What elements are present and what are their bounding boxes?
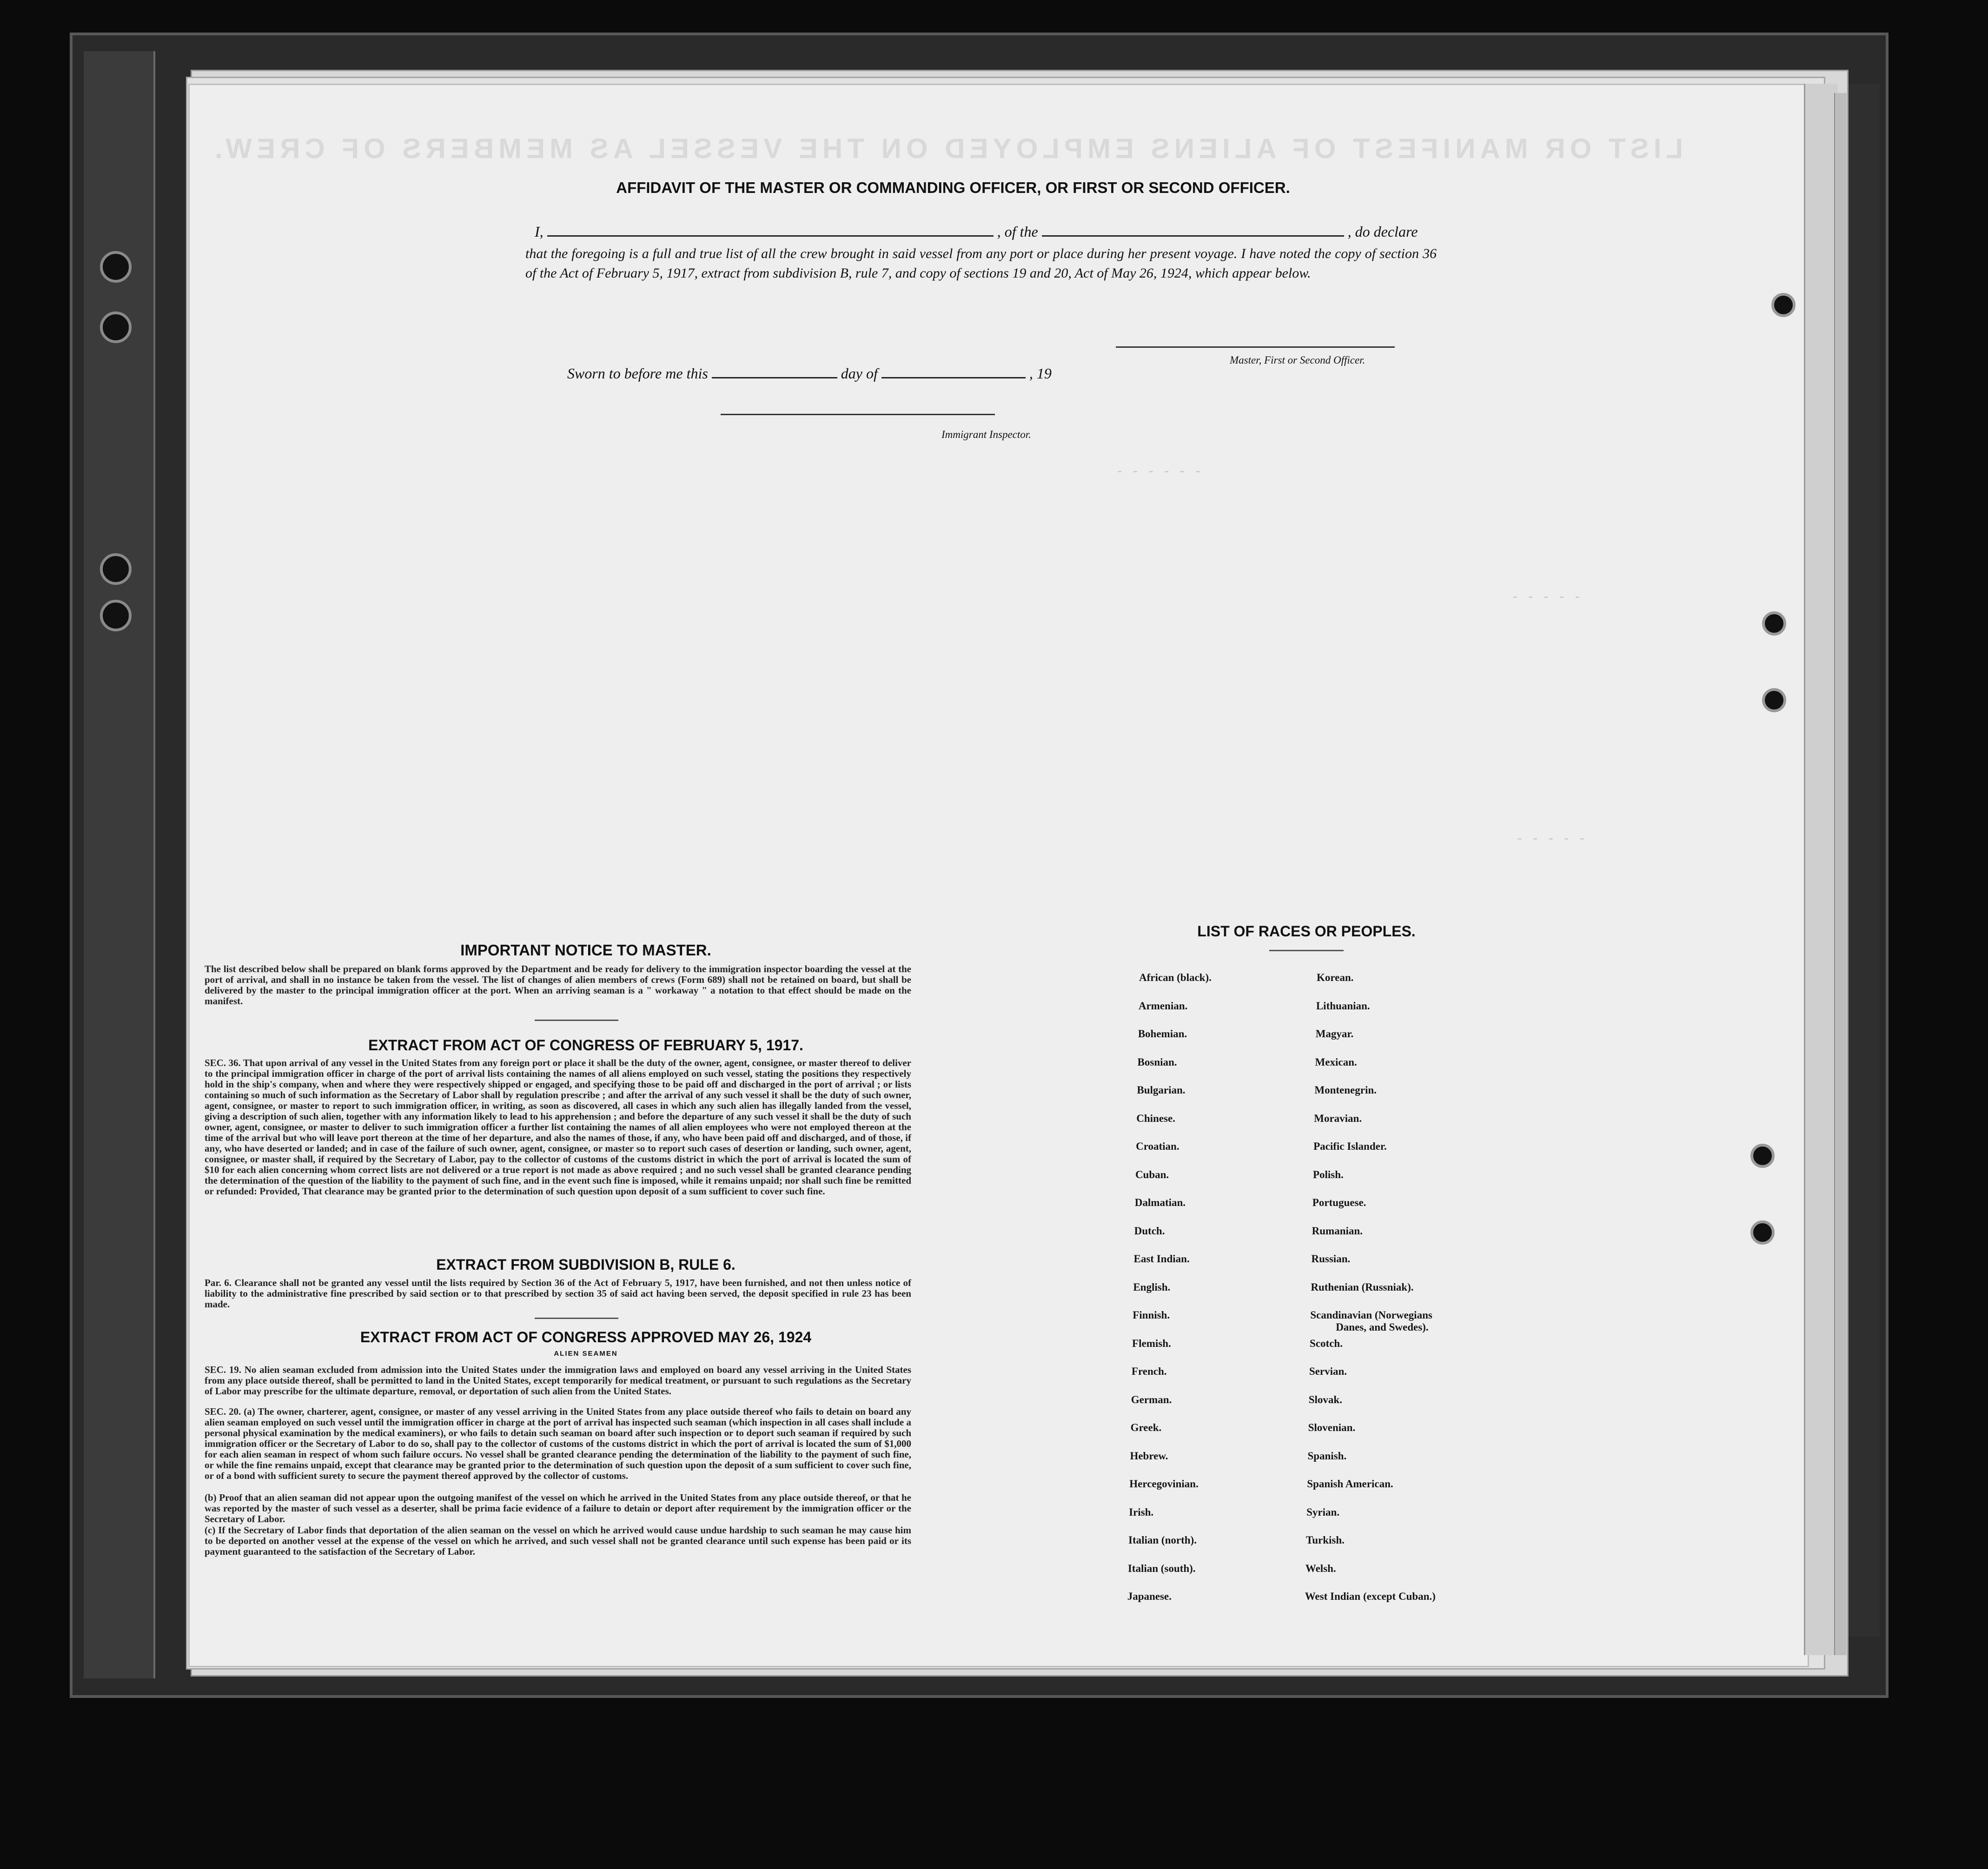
page-hole-icon xyxy=(1762,611,1786,636)
race-item: Hercegovinian. xyxy=(1129,1478,1199,1490)
sworn-month-field[interactable] xyxy=(881,377,1026,378)
extract-1917-title: EXTRACT FROM ACT OF CONGRESS OF FEBRUARY 5, 1917. xyxy=(368,1037,803,1054)
master-signature-line[interactable] xyxy=(1116,346,1395,348)
race-item: Turkish. xyxy=(1306,1534,1345,1546)
race-item: Cuban. xyxy=(1135,1168,1169,1180)
race-item: Dutch. xyxy=(1134,1225,1165,1237)
vessel-field[interactable] xyxy=(1042,235,1344,237)
race-item: Italian (south). xyxy=(1127,1562,1196,1574)
extract-1924-sec20b: (b) Proof that an alien seaman did not appear upon the outgoing manifest of the vessel on which he arrived in the United States from any place outside thereof, or that he was reported by the master of such vessel as a deserter, shall be prima facie evidence of a failure to detain or deport after requirement by the immigration officer or the Secretary of Labor. xyxy=(205,1492,911,1524)
extract-rule6-title: EXTRACT FROM SUBDIVISION B, RULE 6. xyxy=(436,1256,736,1273)
race-item: Pacific Islander. xyxy=(1313,1140,1387,1152)
race-item: Chinese. xyxy=(1136,1112,1175,1124)
binder-strip xyxy=(84,51,155,1678)
race-item: Syrian. xyxy=(1306,1506,1340,1518)
day-of-label: day of xyxy=(841,365,878,382)
race-item: Moravian. xyxy=(1314,1112,1362,1124)
race-item: Hebrew. xyxy=(1130,1450,1168,1462)
race-item: Slovak. xyxy=(1308,1393,1342,1405)
race-item: Bosnian. xyxy=(1137,1056,1177,1068)
i-label: I, xyxy=(535,223,543,240)
race-item: Italian (north). xyxy=(1128,1534,1197,1546)
sworn-label: Sworn to before me this xyxy=(567,365,708,382)
race-item: Irish. xyxy=(1129,1506,1154,1518)
race-item: Scotch. xyxy=(1310,1337,1343,1349)
page-hole-icon xyxy=(1771,293,1796,317)
extract-1924-subtitle: ALIEN SEAMEN xyxy=(554,1350,618,1358)
binder-hole-icon xyxy=(100,553,132,585)
race-item: Scandinavian (Norwegians Danes, and Swedes). xyxy=(1310,1309,1432,1333)
sworn-line xyxy=(567,365,1052,382)
race-item: Finnish. xyxy=(1133,1309,1170,1321)
of-the-label: , of the xyxy=(997,223,1038,240)
page-edge xyxy=(1804,84,1838,1655)
race-item: Portuguese. xyxy=(1312,1197,1366,1208)
extract-rule6-body: Par. 6. Clearance shall not be granted any vessel until the lists required by Section 36 of the Act of February 5, 1917, have been furnished, and not then unless notice of liability to the administrative fine prescribed by said section or to that prescribed by section 35 of said act having been served, the deposit specified in rule 23 has been made. xyxy=(205,1277,911,1310)
inspector-signature-line[interactable] xyxy=(721,414,995,415)
race-item: Croatian. xyxy=(1136,1140,1180,1152)
affidavit-title: AFFIDAVIT OF THE MASTER OR COMMANDING OFFICER, OR FIRST OR SECOND OFFICER. xyxy=(616,179,1290,196)
bleedthrough-header: LIST OR MANIFEST OF ALIENS EMPLOYED ON THE VESSEL AS MEMBERS OF CREW. xyxy=(210,133,1683,164)
race-item: Spanish American. xyxy=(1307,1478,1393,1490)
race-item: German. xyxy=(1131,1393,1172,1405)
race-item: Rumanian. xyxy=(1312,1225,1363,1237)
divider xyxy=(535,1318,618,1319)
notice-body: The list described below shall be prepared on blank forms approved by the Department and be ready for delivery to the immigration inspector boarding the vessel at the port of arrival, and shall in no instance be taken from the vessel. The list of changes of alien members of crews (Form 689) shall not be retained on board, but shall be delivered by the master to the principal immigration officer at the port. When an arriving seaman is a " workaway " a notation to that effect should be made on the manifest. xyxy=(205,963,911,1007)
race-item: East Indian. xyxy=(1133,1253,1190,1265)
race-item: Magyar. xyxy=(1315,1028,1354,1040)
race-item: French. xyxy=(1131,1365,1167,1377)
race-item: Mexican. xyxy=(1315,1056,1357,1068)
year-label: , 19 xyxy=(1029,365,1052,382)
page-hole-icon xyxy=(1762,688,1786,712)
race-item: English. xyxy=(1133,1281,1171,1293)
races-title: LIST OF RACES OR PEOPLES. xyxy=(1197,923,1416,940)
binder-hole-icon xyxy=(100,312,132,343)
race-item: Spanish. xyxy=(1307,1450,1347,1462)
race-item: Welsh. xyxy=(1305,1562,1336,1574)
page-hole-icon xyxy=(1750,1144,1775,1168)
race-item: Lithuanian. xyxy=(1316,1000,1370,1012)
race-item: Slovenian. xyxy=(1308,1422,1356,1433)
race-item: Russian. xyxy=(1311,1253,1351,1265)
affidavit-body: that the foregoing is a full and true list of all the crew brought in said vessel from any port or place during her present voyage. I have noted the copy of section 36 of the Act of February 5, 1917, extract from subdivision B, rule 7, and copy of sections 19 and 20, Act of May 26, 1924, which appear below. xyxy=(525,246,1437,281)
master-signature-label: Master, First or Second Officer. xyxy=(1230,354,1365,366)
race-item: African (black). xyxy=(1139,972,1212,983)
binder-hole-icon xyxy=(100,251,132,283)
sworn-day-field[interactable] xyxy=(712,377,837,378)
extract-1917-body: SEC. 36. That upon arrival of any vessel in the United States from any foreign port or place it shall be the duty of the owner, agent, consignee, or master thereof to deliver to the principal immigration officer in charge of the port of arrival lists containing the names of all aliens employed on such vessel, stating the positions they respectively hold in the ship's company, when and where they were respectively shipped or engaged, and specifying those to be paid off and discharged in the port of arrival ; or lists containing so much of such information as the Secretary of Labor shall by regulation prescribe ; and after the arrival of any such vessel it shall be the duty of such owner, agent, consignee, or master to report to such immigration officer, in writing, as soon as discovered, all cases in which any such alien has illegally landed from the vessel, giving a description of such alien, together with any information likely to lead to his apprehension ; and before the departure of any such vessel it shall be the duty of such owner, agent, consignee, or master to deliver to such immigration officer a further list containing the names of all alien employees who were not employed thereon at the time of the arrival but who will leave port thereon at the time of her departure, and also the names of those, if any, who have been paid off and discharged, and of those, if any, who have deserted or landed; and in case of the failure of such owner, agent, consignee, or master so to report such cases of desertion or landing, such owner, agent, consignee, or master shall, if required by the Secretary of Labor, pay to the collector of customs of the customs district in which the port of arrival is located the sum of $10 for each alien concerning whom correct lists are not delivered or a true report is not made as above required ; and no such vessel shall be granted clearance pending the determination of the question of the liability to the payment of such fine, and in the event such fine is imposed, while it remains unpaid; nor shall such fine be remitted or refunded: Provided, That clearance may be granted prior to the determination of such question upon deposit of a sum sufficient to cover such fine. xyxy=(205,1057,911,1197)
race-item: Ruthenian (Russniak). xyxy=(1311,1281,1414,1293)
race-item: Bulgarian. xyxy=(1137,1084,1186,1096)
extract-1924-sec19: SEC. 19. No alien seaman excluded from admission into the United States under the immigration laws and employed on board any vessel arriving in the United States from any place outside thereof, shall be permitted to land in the United States, except temporarily for medical treatment, or pursuant to such regulations as the Secretary of Labor may prescribe for the ultimate departure, removal, or deportation of such alien from the United States. xyxy=(205,1364,911,1397)
affidavit-declaration-line xyxy=(535,223,1418,240)
divider xyxy=(535,1020,618,1021)
race-item: Servian. xyxy=(1309,1365,1347,1377)
race-item: Polish. xyxy=(1312,1168,1344,1180)
race-item: Montenegrin. xyxy=(1314,1084,1377,1096)
race-item: Bohemian. xyxy=(1138,1028,1187,1040)
page-edge xyxy=(1834,93,1847,1655)
race-item: Dalmatian. xyxy=(1134,1197,1186,1208)
race-item: Japanese. xyxy=(1127,1591,1172,1602)
race-item: West Indian (except Cuban.) xyxy=(1305,1591,1436,1602)
divider xyxy=(1269,950,1344,951)
extract-1924-sec20a: SEC. 20. (a) The owner, charterer, agent, consignee, or master of any vessel arriving in the United States from any place outside thereof who fails to detain on board any alien seaman employed on such vessel until the immigration officer in charge at the port of arrival has inspected such seaman (which inspection in all cases shall include a personal physical examination by the medical examiners), or who fails to detain such seaman on board after such inspection or to deport such seaman if required by such immigration officer or the Secretary of Labor to do so, shall pay to the collector of customs of the customs district in which the port of arrival is located the sum of $1,000 for each alien seaman in respect of whom such failure occurs. No vessel shall be granted clearance pending the determination of the liability to the payment of such fine, or while the fine remains unpaid, except that clearance may be granted prior to the determination of such question upon the deposit of a sum sufficient to cover such fine, or of a bond with sufficient surety to secure the payment thereof approved by the collector of customs. xyxy=(205,1406,911,1481)
name-field[interactable] xyxy=(547,235,994,237)
race-item: Greek. xyxy=(1130,1422,1162,1433)
page-hole-icon xyxy=(1750,1220,1775,1245)
inspector-label: Immigrant Inspector. xyxy=(941,429,1031,440)
race-item: Korean. xyxy=(1317,972,1354,983)
do-declare-label: , do declare xyxy=(1347,223,1418,240)
binder-hole-icon xyxy=(100,600,132,631)
notice-title: IMPORTANT NOTICE TO MASTER. xyxy=(460,941,711,959)
extract-1924-sec20c: (c) If the Secretary of Labor finds that deportation of the alien seaman on the vessel on which he arrived would cause undue hardship to such seaman he may cause him to be deported on another vessel at the expense of the vessel on which he arrived, and such vessel shall not be granted clearance until such expense has been paid or its payment guaranteed to the satisfaction of the Secretary of Labor. xyxy=(205,1524,911,1557)
race-item: Flemish. xyxy=(1132,1337,1171,1349)
extract-1924-title: EXTRACT FROM ACT OF CONGRESS APPROVED MAY 26, 1924 xyxy=(360,1329,812,1345)
race-item: Armenian. xyxy=(1138,1000,1188,1012)
